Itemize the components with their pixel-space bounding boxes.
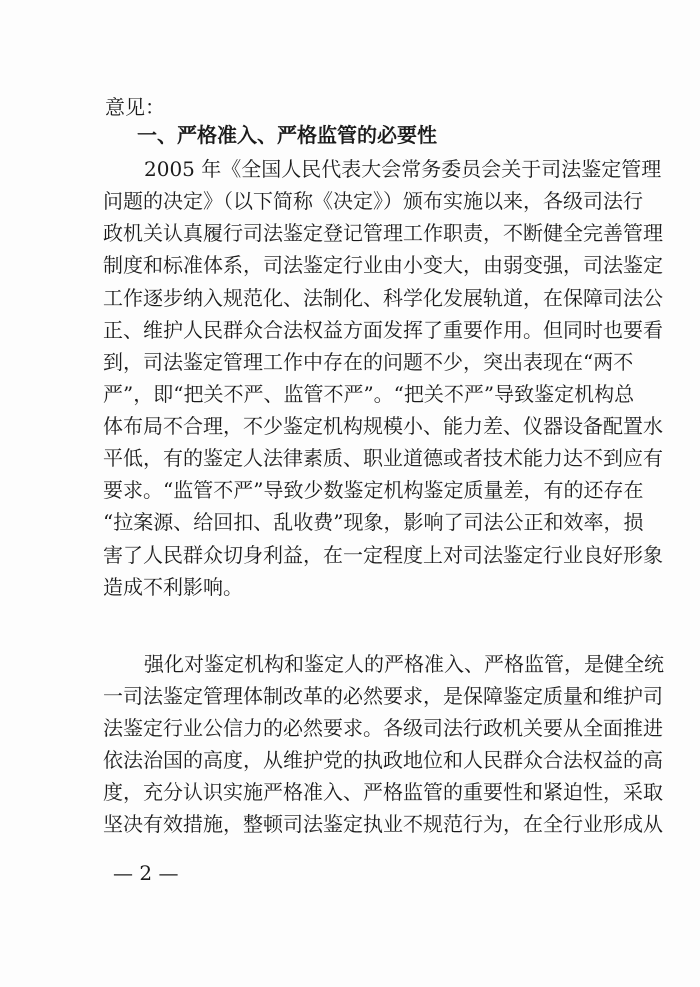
paragraph-line: 问题的决定》（以下简称《决定》）颁布实施以来，各级司法行	[103, 189, 643, 213]
paragraph-line: 到，司法鉴定管理工作中存在的问题不少，突出表现在“两不	[103, 350, 634, 374]
section-heading: 一、严格准入、严格监管的必要性	[137, 123, 437, 147]
lead-text: 意见：	[105, 95, 165, 119]
paragraph-line: 法鉴定行业公信力的必然要求。各级司法行政机关要从全面推进	[103, 716, 663, 740]
page-number: — 2 —	[113, 861, 179, 885]
paragraph-line: 度，充分认识实施严格准入、严格监管的重要性和紧迫性，采取	[103, 780, 663, 804]
paragraph-line: 体布局不合理，不少鉴定机构规模小、能力差、仪器设备配置水	[103, 414, 663, 438]
paragraph-line: 平低，有的鉴定人法律素质、职业道德或者技术能力达不到应有	[103, 446, 663, 470]
paragraph-line: “拉案源、给回扣、乱收费”现象，影响了司法公正和效率，损	[103, 510, 644, 534]
paragraph-line: 制度和标准体系，司法鉴定行业由小变大，由弱变强，司法鉴定	[103, 253, 663, 277]
paragraph-line: 强化对鉴定机构和鉴定人的严格准入、严格监管，是健全统	[144, 652, 664, 676]
paragraph-line: 2005 年《全国人民代表大会常务委员会关于司法鉴定管理	[144, 157, 662, 181]
paragraph-line: 一司法鉴定管理体制改革的必然要求，是保障鉴定质量和维护司	[103, 684, 663, 708]
paragraph-line: 依法治国的高度，从维护党的执政地位和人民群众合法权益的高	[103, 748, 663, 772]
paragraph-line: 造成不利影响。	[103, 575, 243, 599]
paragraph-line: 正、维护人民群众合法权益方面发挥了重要作用。但同时也要看	[103, 318, 663, 342]
paragraph-line: 严”，即“把关不严、监管不严”。“把关不严”导致鉴定机构总	[103, 382, 635, 406]
paragraph-line: 政机关认真履行司法鉴定登记管理工作职责，不断健全完善管理	[103, 221, 663, 245]
paragraph-line: 工作逐步纳入规范化、法制化、科学化发展轨道，在保障司法公	[103, 286, 663, 310]
paragraph-line: 要求。“监管不严”导致少数鉴定机构鉴定质量差，有的还存在	[103, 478, 644, 502]
paragraph-line: 害了人民群众切身利益，在一定程度上对司法鉴定行业良好形象	[103, 543, 663, 567]
paragraph-line: 坚决有效措施，整顿司法鉴定执业不规范行为，在全行业形成从	[103, 812, 663, 836]
